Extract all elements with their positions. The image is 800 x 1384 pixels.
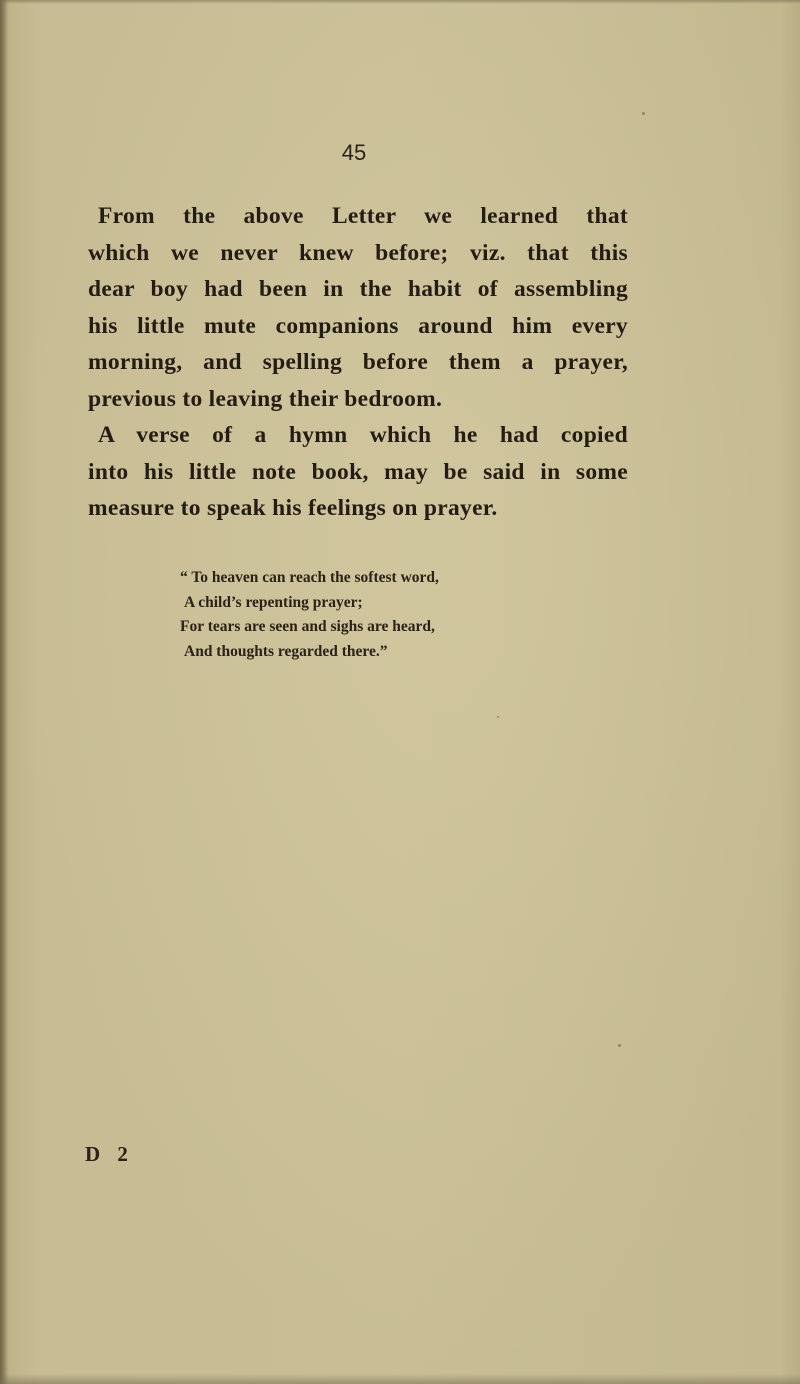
text-line: into his little note book, may be said in some — [88, 458, 628, 485]
text-line: A verse of a hymn which he had copied — [98, 422, 628, 448]
text-line: which we never knew before; viz. that this — [88, 239, 628, 266]
paper-speck — [618, 1044, 621, 1047]
body-text — [88, 198, 628, 527]
binding-edge — [0, 0, 8, 1384]
verse-line: And thoughts regarded there.” — [184, 642, 388, 660]
text-line: dear boy had been in the habit of assembling — [88, 276, 628, 302]
paper-speck — [642, 112, 645, 115]
verse-line: A child’s repenting prayer; — [184, 593, 363, 611]
hymn-verse — [180, 566, 484, 664]
text-line: previous to leaving their bedroom. — [88, 385, 443, 412]
page-bottom-edge — [0, 1374, 800, 1384]
text-line: his little mute companions around him every — [88, 312, 628, 339]
verse-line: “ To heaven can reach the softest word, — [180, 569, 439, 586]
page-top-edge — [0, 0, 800, 4]
paper-speck — [497, 716, 499, 718]
verse-line: For tears are seen and sighs are heard, — [180, 618, 435, 635]
text-line: measure to speak his feelings on prayer. — [88, 495, 498, 521]
text-line: From the above Letter we learned that — [98, 203, 628, 229]
signature-mark: D 2 — [85, 1142, 134, 1166]
text-line: morning, and spelling before them a prayer, — [88, 349, 628, 375]
page-number: 45 — [341, 140, 367, 165]
